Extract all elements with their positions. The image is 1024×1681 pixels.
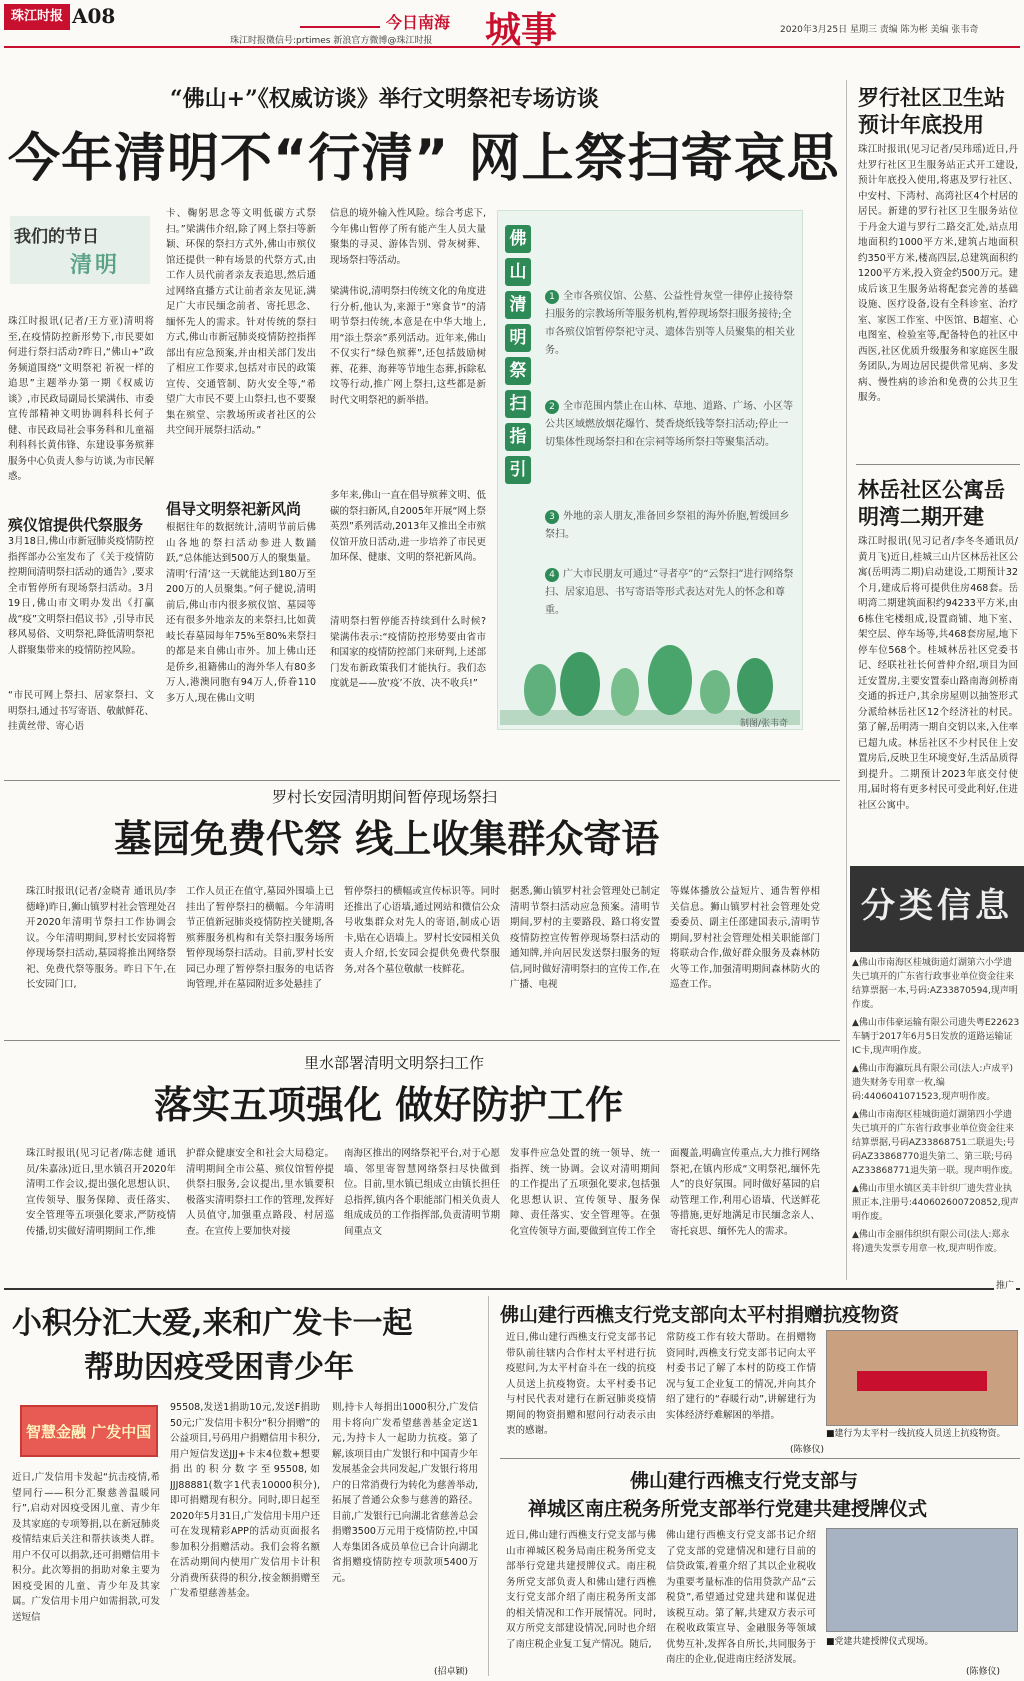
bottom-right1-headline: 佛山建行西樵支行党支部向太平村捐赠抗疫物资 xyxy=(500,1304,900,1326)
story2-col5: 等媒体播放公益短片、通告暂停相关信息。狮山镇罗村社会管理处党委委员、副主任邵建国表示,清明节期间,罗村社会管理处相关职能部门将联动合作,做好群众服务及森林防火等工作,加强清明期间森林防火的巡查工作。 xyxy=(670,886,820,990)
promo-tag: 推广 xyxy=(994,1278,1016,1291)
donation-photo xyxy=(826,1330,1018,1426)
guide-item xyxy=(545,398,795,452)
section-rule xyxy=(4,1040,840,1041)
guide-item-text: 全市范围内禁止在山林、草地、道路、广场、小区等公共区域燃放烟花爆竹、焚香烧纸钱等祭扫活动;停止一切集体性现场祭扫和在宗祠等场所祭扫等聚集活动。 xyxy=(545,401,793,448)
bottom-right2-headline-2: 禅城区南庄税务所党支部举行党建共建授牌仪式 xyxy=(528,1498,928,1520)
story3-headline: 落实五项强化 做好防护工作 xyxy=(154,1083,624,1127)
classified-text: 佛山市金丽伟织织有限公司(法人:郑永将)遗失发票专用章一枚,现声明作废。 xyxy=(852,1230,1010,1254)
guide-title-char: 引 xyxy=(505,456,531,484)
story2-kicker: 罗村长安园清明期间暂停现场祭扫 xyxy=(272,788,498,806)
section-label: 今日南海 xyxy=(386,13,451,32)
lead-kicker: “佛山+”《权威访谈》举行文明祭祀专场访谈 xyxy=(170,86,599,112)
right1-headline: 罗行社区卫生站预计年底投用 xyxy=(858,85,1005,137)
bottom-right1-col1: 近日,佛山建行西樵支行党支部书记带队前往辖内合作村太平村进行抗疫慰问,为太平村奋斗在一线的抗疫人员送上抗疫物资。太平村委书记与村民代表对建行在新冠肺炎疫情期间的物资捐赠和慰问行动表示由衷的感谢。 xyxy=(506,1332,656,1436)
classified-text: 佛山市南海区桂城街道灯湖第四小学遗失已填开的广东省行政事业单位资金往来结算票据,号码AZ33868751二联退失;号码AZ33868770退失第二、第三联;号码AZ33868771退失第一联。现声明作废。 xyxy=(852,1110,1019,1176)
page-number: A08 xyxy=(72,4,116,28)
section-title: 城事 xyxy=(485,9,558,51)
story3-col5: 面覆盖,明确宣传重点,大力推行网络祭祀,在镇内形成“文明祭祀,缅怀先人”的良好氛围。同时做好墓园的启动管理工作,利用心语墙、代送鲜花等措施,更好地满足市民缅念亲人、寄托哀思、缅怀先人的需求。 xyxy=(670,1148,820,1237)
lead-col3-p1: 信息的境外输入性风险。综合考虑下,今年佛山暂停了所有能产生人员大量聚集的寻灵、游体告别、骨灰树葬、现场祭扫等活动。 xyxy=(330,208,486,266)
guide-credit: 制图/张韦奇 xyxy=(740,719,789,729)
classified-item: ▲佛山市里水镇区美丰针织厂遗失营业执照正本,注册号:440602600720852,现声明作废。 xyxy=(852,1184,1019,1222)
classified-text: 佛山市伟豪运输有限公司遗失粤E22623车辆于2017年6月5日发放的道路运输证IC卡,现声明作废。 xyxy=(852,1018,1020,1056)
newspaper-logo: 珠江时报 xyxy=(4,4,70,30)
social-accounts: 珠江时报微信号:prtimes 新浪官方微博@珠江时报 xyxy=(230,36,433,46)
festival-label: 我们的节日 xyxy=(14,227,99,247)
caption-text: 建行为太平村一线抗疫人员送上抗疫物资。 xyxy=(834,1429,1006,1439)
photo-banner xyxy=(857,1371,987,1391)
classified-text: 佛山市海瀛玩具有限公司(法人:卢成平)遗失财务专用章一枚,编码:4406041071523,现声明作废。 xyxy=(852,1064,1013,1102)
bottom-left-headline-2: 帮助因疫受困青少年 xyxy=(84,1350,354,1385)
lead-col2-p1: 卡、鞠躬思念等文明低碳方式祭扫。”梁满伟介绍,除了网上祭扫等新颖、环保的祭扫方式外,佛山市殡仪馆还提供一种有场景的代祭方式,由工作人员代前者亲友表追思,然后通过网络直播方式让前者亲友见证,满足广大市民缅念前者、寄托思念、缅怀先人的需求。针对传统的祭扫方式,佛山市新冠肺炎疫情防控指挥部出有应急预案,并由相关部门发出了相应工作要求,包括对市民的政策宣传、交通管制、防火安全等,“希望广大市民不要上山祭扫,也不要聚集在殡堂、宗教场所或者社区的公共空间开展祭扫活动。” xyxy=(166,208,316,436)
bottom-right1-credit: (陈修仪) xyxy=(790,1445,825,1455)
bottom-right2-col2: 佛山建行西樵支行党支部书记介绍了党支部的党建情况和建行目前的信贷政策,着重介绍了其以企业税收为重要考量标准的信用贷款产品“云税贷”,希望通过党建共建和谋促进该税互动。第了解,共建双方表示可在税收政策宣导、金融服务等领域优势互补,发挥各自所长,共同服务于南庄的企业,促进南庄经济发展。 xyxy=(666,1530,816,1665)
guide-title-char: 山 xyxy=(505,258,531,286)
bottom-right1-col2: 常防疫工作有较大帮助。在捐赠物资同时,西樵支行党支部书记向太平村委书记了解了本村的防疫工作情况与复工企业复工的情况,并向其介绍了建行的“春暖行动”,讲解建行为实体经济纾难解困的举措。 xyxy=(666,1332,816,1421)
ad-text: 智慧金融 广发中国 xyxy=(26,1423,152,1441)
classifieds-header: 分类信息 xyxy=(850,866,1024,952)
story3-kicker: 里水部署清明文明祭扫工作 xyxy=(304,1054,485,1072)
guide-item-number: 4 xyxy=(545,568,559,582)
story3-col4: 发事件应急处置的统一领导、统一指挥、统一协调。会议对清明期间的工作提出了五项强化要求,包括强化思想认识、宣传领导、服务保障、责任落实、安全管理等。在强化宣传领导方面,要做到宣传工作全 xyxy=(510,1148,660,1237)
ad-banner xyxy=(20,1405,158,1457)
lead-col3-p2: 梁满伟说,清明祭扫传统文化的角度进行分析,他认为,来源于“寒食节”的清明节祭扫传统,本意是在中华大地上,用“添土祭亲”系列活动。近年来,佛山不仅实行“绿色殡葬”,还包括鼓励树葬、花葬、海葬等节地生态葬,拆除私坟等行动,推广网上祭扫,这些都是新时代文明祭祀的新举措。 xyxy=(330,286,486,406)
bottom-left-headline-1: 小积分汇大爱,来和广发卡一起 xyxy=(12,1306,413,1341)
guide-title-char: 祭 xyxy=(505,357,531,385)
right1-body: 珠江时报讯(见习记者/吴玮瑶)近日,丹灶罗行社区卫生服务站正式开工建设,预计年底投入使用,将惠及罗行社区、中安村、下湾村、高湾社区4个村居的居民。新建的罗行社区卫生服务站位于丹金大道与罗行二路交汇处,站点用地面积约1000平方米,建筑占地面积约350平方米,楼高四层,总建筑面积约1200平方米,投入资金约500万元。建成后该卫生服务站将配套完善的基础设施、医疗设备,设有全科诊室、治疗室、家医工作室、中医馆、B超室、心电图室、检验室等,配备特色的社区中西医,社区优质升级服务和家庭医生服务团队,为周边居民提供常见病、多发病、慢性病的诊治和免费的公共卫生服务。 xyxy=(858,144,1018,403)
story3-col1: 珠江时报讯(见习记者/陈志健 通讯员/朱嘉泳)近日,里水镇召开2020年清明工作会议,提出强化思想认识、宣传领导、服务保障、责任落实、安全管理等五项强化要求,严防疫情传播,切实做好清明期间工作,维 xyxy=(26,1148,176,1237)
guide-item xyxy=(545,566,795,620)
story3-col3: 南海区推出的网络祭祀平台,对于心愿墙、邻里寄智慧网络祭扫尽快做到位。目前,里水镇已组成立由镇长担任总指挥,镇内各个职能部门相关负责人组成成员的工作指挥部,负责清明节期间重点文 xyxy=(344,1148,500,1237)
classified-item: ▲佛山市伟豪运输有限公司遗失粤E22623车辆于2017年6月5日发放的道路运输证IC卡,现声明作废。 xyxy=(852,1018,1020,1056)
masthead-rule xyxy=(4,46,1020,48)
right-divider xyxy=(856,464,1020,465)
tree-illustration xyxy=(500,640,800,725)
lead-col3-p3: 多年来,佛山一直在倡导殡葬文明、低碳的祭扫新风,自2005年开展“网上祭英烈”系列活动,2013年又推出全市殡仪馆开放日活动,进一步培养了市民更加环保、健康、文明的祭祀新风尚。 xyxy=(330,490,486,563)
classified-text: 佛山市南海区桂城街道灯湖第六小学遗失已填开的广东省行政事业单位资金往来结算票据一本,号码:AZ33870594,现声明作废。 xyxy=(852,958,1018,1010)
masthead-accent xyxy=(300,26,380,28)
story2-col2: 工作人员正在值守,墓园外围墙上已挂出了暂停祭扫的横幅。今年清明节正值新冠肺炎疫情防控关键期,各殡葬服务机构和有关祭扫服务场所暂停现场祭扫活动。目前,罗村长安园已办理了暂停祭扫服务的电话咨询管理,并在墓园附近多处悬挂了 xyxy=(186,886,334,990)
bottom-right2-col1: 近日,佛山建行西樵支行党支部与佛山市禅城区税务局南庄税务所党支部举行党建共建授牌仪式。南庄税务所党支部负责人和佛山建行西樵支行党支部介绍了南庄税务所支部的相关情况和工作开展情况。同时,双方所党支部建设情况,同时也介绍了南庄税企业复工复产情况。随后, xyxy=(506,1530,656,1650)
guide-item-text: 广大市民朋友可通过“寻者亭”的“云祭扫”进行网络祭扫、居家追思、书写寄语等形式表达对先人的怀念和尊重。 xyxy=(545,569,794,616)
festival-word: 清明 xyxy=(70,253,121,278)
lead-col1-p1: 珠江时报讯(记者/王方亚)清明将至,在疫情防控新形势下,市民要如何进行祭扫活动?昨日,“佛山+”政务频道围绕“文明祭祀 祈祝一样的追思”主题举办第一期《权威访谈》,市民政局副局长梁满伟、市委宣传部精神文明协调科科长何子健、市民政局社会事务科和儿童福利科科长黄伟锋、东建设事务殡葬服务中心负责人参与访谈,为市民解惑。 xyxy=(8,316,154,480)
bottom-right2-headline-1: 佛山建行西樵支行党支部与 xyxy=(630,1470,859,1492)
guide-item xyxy=(545,288,795,360)
story-rule xyxy=(500,1458,1020,1459)
column-divider xyxy=(846,80,847,1280)
lead-col2-subhead: 倡导文明祭祀新风尚 xyxy=(166,500,302,518)
story2-col4: 据悉,狮山镇罗村社会管理处已制定清明节祭扫活动应急预案。清明节期间,罗村的主要路段、路口将安置疫情防控宣传暂停现场祭扫活动的通知牌,并向居民发送祭扫服务的短信,同时做好清明祭扫的宣传工作,在广播、电视 xyxy=(510,886,660,990)
section-rule xyxy=(4,780,840,781)
promo-rule xyxy=(4,1288,1020,1290)
guide-item-number: 2 xyxy=(545,400,559,414)
classifieds-list xyxy=(852,956,1020,1256)
lead-col1-p2: 3月18日,佛山市新冠肺炎疫情防控指挥部办公室发布了《关于疫情防控期间清明祭扫活动的通告》,要求全市暂停所有现场祭扫活动。3月19日,佛山市文明办发出《打赢战“疫”文明祭扫倡议书》,引导市民移风易俗、文明祭祀,降低清明祭祀人群聚集带来的疫情防控风险。 xyxy=(8,536,154,656)
bottom-left-col1: 近日,广发信用卡发起“抗击疫情,希望同行——积分汇聚慈善温暖同行”,启动对因疫受困儿童、青少年及其家庭的专项筹捐,以在新冠肺炎疫情结束后关注和帮扶该类人群。用户不仅可以捐款,还可捐赠信用卡积分。此次筹捐的捐助对象主要为困疫受困的儿童、青少年及其家属。广发信用卡用户如需捐款,可发送短信 xyxy=(12,1472,160,1623)
lead-col2-p2: 根据往年的数据统计,清明节前后佛山各地的祭扫活动参进人数踊跃,“总体能达到500万人的聚集量。清明‘行清’这一天就能达到180万至200万的人员聚集。”何子健说,清明前后,佛山市内很多殡仪馆、墓园等还有很多外地亲友的来祭扫,比如黄岐长春墓园每年75%至80%来祭扫的都是来自佛山市外。加上佛山还是侨乡,祖籍佛山的海外华人有80多万人,港澳同胞有94万人,侨眷110多万人,现在佛山文明 xyxy=(166,522,316,704)
classified-item: ▲佛山市南海区桂城街道灯湖第六小学遗失已填开的广东省行政事业单位资金往来结算票据一本,号码:AZ33870594,现声明作废。 xyxy=(852,958,1018,1010)
ceremony-photo xyxy=(826,1528,1018,1632)
story2-headline: 墓园免费代祭 线上收集群众寄语 xyxy=(114,817,660,861)
donation-photo-caption: ■建行为太平村一线抗疫人员送上抗疫物资。 xyxy=(826,1429,1006,1439)
classified-item: ▲佛山市海瀛玩具有限公司(法人:卢成平)遗失财务专用章一枚,编码:4406041071523,现声明作废。 xyxy=(852,1064,1013,1102)
lead-col1-p3: “市民可网上祭扫、居家祭扫、文明祭扫,通过书写寄语、敬献鲜花、挂黄丝带、寄心语 xyxy=(8,690,154,732)
column-divider xyxy=(488,1296,489,1676)
guide-item-number: 3 xyxy=(545,510,559,524)
issue-date: 2020年3月25日 星期三 责编 陈为彬 美编 张韦奇 xyxy=(780,25,979,35)
ceremony-photo-caption: ■党建共建授牌仪式现场。 xyxy=(826,1637,934,1647)
classified-item: ▲佛山市金丽伟织织有限公司(法人:郑永将)遗失发票专用章一枚,现声明作废。 xyxy=(852,1230,1010,1254)
lead-col3-p4: 清明祭扫暂停能否持续到什么时候?梁满伟表示:“疫情防控形势要由省市和国家的疫情防控部门来研判,上述部门发布新政策我们才能执行。我们态度就是——放‘疫’不放、决不收兵!” xyxy=(330,616,486,689)
guide-item xyxy=(545,508,795,544)
guide-title xyxy=(505,225,533,484)
bottom-left-col2: 95508,发送1捐助10元,发送F捐助50元;广发信用卡积分“积分捐赠”的公益项目,号码用户捐赠信用卡积分,用户短信发送JJJ+卡末4位数+想要捐出的积分数字至95508,如JJJ88881(数字1代表10000积分),即可捐赠现有积分。同时,即日起至2020年5月31日,广发信用卡用户还可在发现精彩APP的活动页面报名参加积分捐赠活动。我们会将名额在活动期间内使用广发信用卡计积分消费所获得的积分,按金额捐赠至广发希望慈善基金。 xyxy=(170,1402,320,1599)
classified-item: ▲佛山市南海区桂城街道灯湖第四小学遗失已填开的广东省行政事业单位资金往来结算票据,号码AZ33868751二联退失;号码AZ33868770退失第二、第三联;号码AZ33868771退失第一联。现声明作废。 xyxy=(852,1110,1019,1176)
bottom-right2-credit: (陈修仪) xyxy=(966,1667,1001,1677)
guide-item-text: 全市各殡仪馆、公墓、公益性骨灰堂一律停止接待祭扫服务的宗教场所等服务机构,暂停现场祭扫服务接待;全市各殡仪馆暂停祭祀守灵、遗体告别等人员聚集的相关业务。 xyxy=(545,291,795,356)
right2-body: 珠江时报讯(见习记者/李冬冬通讯员/黄月飞)近日,桂城三山片区林岳社区公寓(岳明湾二期)启动建设,工期预计32个月,建成后将可提供住房468套。岳明湾二期建筑面积约94233平方米,由6栋住宅楼组成,设置商铺、地下室、架空层、停车场等,共468套房屋,地下停车位568个。桂城林岳社区党委书记、经联社社长何普仲介绍,项目为回迁安置房,主要安置泰山路南海剑桥南交通的拆迁户,其余房屋则以抽签形式分派给林岳社区12个经济社的村民。第了解,岳明湾一期自交钥以来,入住率已超九成。林岳社区不少村民住上安置房后,反映卫生环境变好,生活品质得到提升。二期预计2023年底交付使用,届时将有更多村民可受此利好,住进社区公寓中。 xyxy=(858,536,1018,811)
guide-title-char: 明 xyxy=(505,324,531,352)
lead-col1-subhead: 殡仪馆提供代祭服务 xyxy=(8,516,144,534)
guide-title-char: 清 xyxy=(505,291,531,319)
caption-text: 党建共建授牌仪式现场。 xyxy=(834,1637,934,1647)
classified-text: 佛山市里水镇区美丰针织厂遗失营业执照正本,注册号:440602600720852,现声明作废。 xyxy=(852,1184,1019,1222)
bottom-left-col3: 则,持卡人每捐出1000积分,广发信用卡将向广发希望慈善基金定送1元,为持卡人一起助力抗疫。第了解,该项目由广发银行和中国青少年发展基金会共同发起,广发银行将用户的日常消费行为转化为慈善举动,拓展了普通公众参与慈善的路径。目前,广发银行已向湖北省慈善总会捐赠3500万元用于疫情防控,中国人寿集团各成员单位已合计向湖北省捐赠疫情防控专项款项5400万元。 xyxy=(332,1402,478,1584)
story2-col1: 珠江时报讯(记者/金晓青 通讯员/李德峰)昨日,狮山镇罗村社会管理处召开2020年清明节祭扫工作协调会议。今年清明期间,罗村长安园将暂停现场祭扫活动,墓园将推出网络祭祀、免费代祭等服务。昨日下午,在长安园门口, xyxy=(26,886,176,990)
guide-item-text: 外地的亲人朋友,准备回乡祭祖的海外侨胞,暂缓回乡祭扫。 xyxy=(545,511,790,540)
guide-title-char: 佛 xyxy=(505,225,531,253)
guide-title-char: 扫 xyxy=(505,390,531,418)
guide-item-number: 1 xyxy=(545,290,559,304)
festival-banner xyxy=(10,216,150,284)
story3-col2: 护群众健康安全和社会大局稳定。清明期间全市公墓、殡仪馆暂停提供祭扫服务,会议提出,里水镇要积极落实清明祭扫工作的管理,发挥好人员值守,加强重点路段、村居巡查。在宣传上要加快对接 xyxy=(186,1148,334,1237)
lead-headline: 今年清明不“行清” 网上祭扫寄哀思 xyxy=(8,129,840,189)
bottom-left-credit: (招卓颖) xyxy=(434,1667,469,1677)
right2-headline: 林岳社区公寓岳明湾二期开建 xyxy=(858,477,1005,529)
story2-col3: 暂停祭扫的横幅或宣传标识等。同时还推出了心语墙,通过网站和微信公众号收集群众对先人的寄语,制成心语卡,贴在心语墙上。罗村长安园相关负责人介绍,长安园会提供免费代祭服务,对各个墓位敬献一枝鲜花。 xyxy=(344,886,500,975)
guide-title-char: 指 xyxy=(505,423,531,451)
